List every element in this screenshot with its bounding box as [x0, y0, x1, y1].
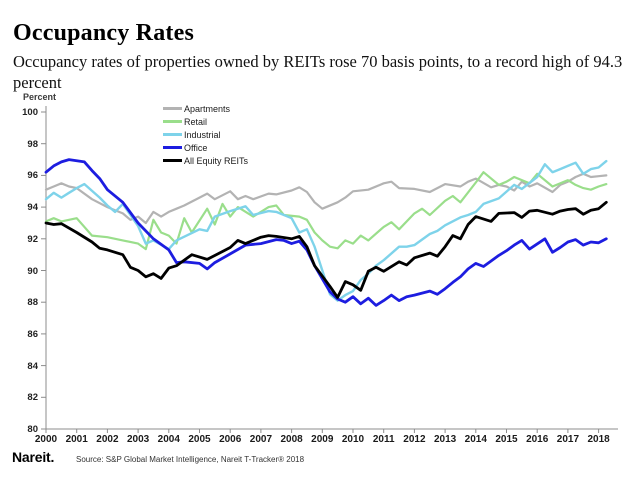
- legend-label: Apartments: [184, 103, 231, 114]
- x-axis-label: 2008: [280, 434, 303, 445]
- legend-label: Industrial: [184, 129, 221, 140]
- legend-item-industrial: [163, 128, 248, 141]
- x-axis-label: 2010: [341, 434, 365, 445]
- x-axis-label: 2017: [556, 434, 580, 445]
- chart-subtitle: Occupancy rates of properties owned by REITs rose 70 basis points, to a record high of 94.3 percent: [13, 52, 623, 92]
- y-axis-label: 86: [27, 328, 38, 340]
- y-axis-label: 100: [22, 107, 38, 118]
- legend-item-all-equity-reits: [163, 154, 248, 167]
- y-axis-label: 96: [27, 170, 38, 182]
- y-axis-label: 88: [27, 297, 38, 309]
- x-axis-label: 2015: [495, 434, 518, 445]
- y-axis-label: 98: [27, 138, 38, 150]
- source-note: Source: S&P Global Market Intelligence, Nareit T-Tracker® 2018: [76, 455, 305, 464]
- legend-swatch: [163, 107, 182, 110]
- x-axis-label: 2002: [96, 434, 119, 445]
- chart-legend: [163, 102, 248, 167]
- x-axis-label: 2000: [34, 434, 58, 445]
- legend-swatch: [163, 133, 182, 136]
- series-line-all-equity-reits: [46, 202, 606, 297]
- x-axis-label: 2014: [464, 434, 487, 445]
- page-title: Occupancy Rates: [13, 20, 194, 46]
- legend-item-office: [163, 141, 248, 154]
- x-axis-label: 2001: [65, 434, 88, 445]
- x-axis-label: 2016: [526, 434, 549, 445]
- x-axis-label: 2011: [372, 434, 395, 445]
- nareit-logo: Nareit.: [12, 449, 55, 465]
- y-axis-label: 94: [27, 202, 38, 214]
- y-axis-label: 92: [27, 233, 38, 245]
- legend-label: Office: [184, 142, 208, 153]
- x-axis-label: 2018: [587, 434, 610, 445]
- x-axis-label: 2007: [249, 434, 273, 445]
- y-axis-title: Percent: [23, 92, 57, 102]
- legend-label: Retail: [184, 116, 208, 127]
- x-axis-label: 2005: [188, 434, 211, 445]
- y-axis-label: 84: [27, 360, 38, 372]
- y-axis-label: 80: [27, 424, 38, 435]
- x-axis-label: 2006: [219, 434, 242, 445]
- legend-item-apartments: [163, 102, 248, 115]
- x-axis-label: 2009: [311, 434, 334, 445]
- legend-swatch: [163, 159, 182, 162]
- y-axis-label: 82: [27, 392, 38, 404]
- x-axis-label: 2012: [403, 434, 426, 445]
- legend-label: All Equity REITs: [184, 155, 249, 166]
- y-axis-label: 90: [27, 265, 38, 277]
- legend-item-retail: [163, 115, 248, 128]
- x-axis-label: 2003: [126, 434, 150, 445]
- legend-swatch: [163, 120, 182, 123]
- x-axis-label: 2004: [157, 434, 180, 445]
- x-axis-label: 2013: [433, 434, 457, 445]
- legend-swatch: [163, 146, 182, 149]
